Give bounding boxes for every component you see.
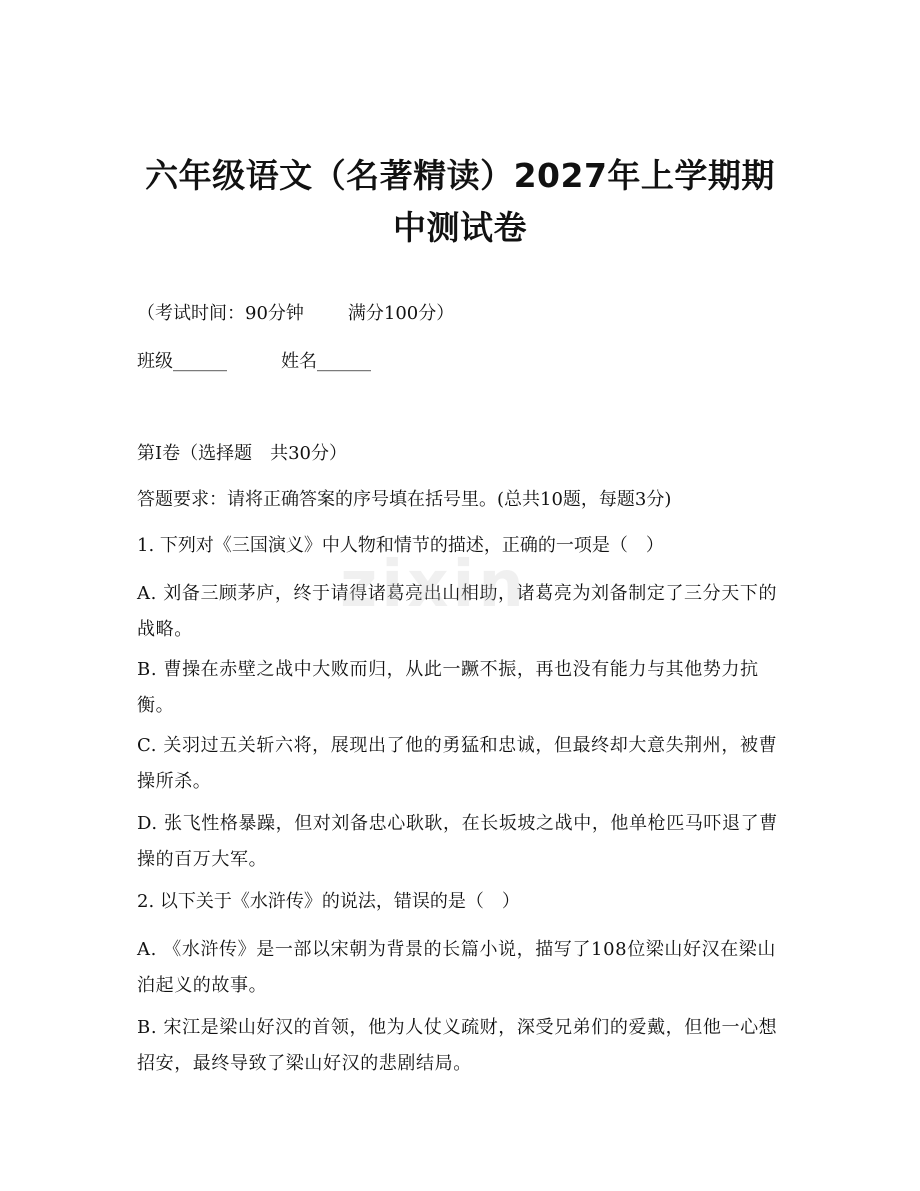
watermark: zixin — [340, 548, 528, 622]
class-field: 班级______ — [137, 351, 227, 372]
exam-info — [137, 296, 454, 332]
question-option: C. 关羽过五关斩六将，展现出了他的勇猛和忠诚，但最终却大意失荆州，被曹操所杀。 — [137, 735, 778, 792]
question-option: D. 张飞性格暴躁，但对刘备忠心耿耿，在长坂坡之战中，他单枪匹马吓退了曹操的百万大军。 — [137, 813, 778, 870]
exam-time: （考试时间：90分钟 — [137, 303, 304, 324]
question-stem: 2. 以下关于《水浒传》的说法，错误的是（ ） — [137, 891, 520, 912]
question-stem: 1. 下列对《三国演义》中人物和情节的描述，正确的一项是（ ） — [137, 535, 664, 556]
exam-score: 满分100分） — [347, 303, 455, 324]
question-option: B. 宋江是梁山好汉的首领，他为人仗义疏财，深受兄弟们的爱戴，但他一心想招安，最终导致了梁山好汉的悲剧结局。 — [137, 1017, 778, 1074]
section-header: 第I卷（选择题 共30分） — [137, 443, 348, 464]
instructions: 答题要求：请将正确答案的序号填在括号里。(总共10题，每题3分) — [137, 489, 672, 510]
student-fields — [137, 344, 371, 380]
question-option: A. 《水浒传》是一部以宋朝为背景的长篇小说，描写了108位梁山好汉在梁山泊起义的故事。 — [137, 939, 776, 996]
name-field: 姓名______ — [281, 351, 371, 372]
question-option: A. 刘备三顾茅庐，终于请得诸葛亮出山相助，诸葛亮为刘备制定了三分天下的战略。 — [137, 583, 778, 640]
page-title: 六年级语文（名著精读）2027年上学期期中测试卷 — [145, 156, 775, 247]
question-option: B. 曹操在赤壁之战中大败而归，从此一蹶不振，再也没有能力与其他势力抗衡。 — [137, 659, 759, 716]
